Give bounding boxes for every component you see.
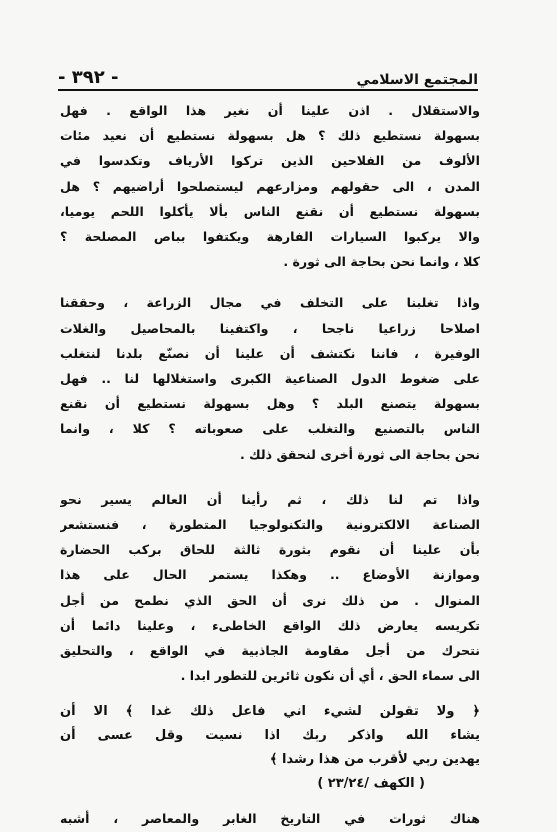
body-text <box>60 98 480 832</box>
text-line: كلا ، وانما نحن بحاجة الى ثورة . <box>283 254 480 270</box>
page-number: - ٣٩٢ - <box>58 67 119 88</box>
text-line: الوفيرة ، فاننا نكتشف أن علينا أن نصنّع بلدنا لنتغلب <box>60 345 480 361</box>
page-header <box>58 64 478 88</box>
quran-quote <box>60 700 480 796</box>
text-line: وموازنة الأوضاع .. وهكذا يستمر الحال على هذا <box>60 567 480 583</box>
text-line: واذا تم لنا ذلك ، ثم رأينا أن العالم يسير نحو <box>60 491 480 507</box>
text-line: تكريسه يعارض ذلك الواقع الخاطىء ، وعلينا دائما أن <box>60 617 480 633</box>
text-line: المدن ، الى حقولهم ومزارعهم ليستصلحوا أراضيهم ؟ هل <box>60 178 480 194</box>
closing-paragraph <box>60 806 480 831</box>
text-line: الألوف من الفلاحين الذين تركوا الأرياف وتكدسوا في <box>60 153 480 169</box>
running-title: المجتمع الاسلامي <box>356 72 478 88</box>
quote-line: يهدين ربي لأقرب من هذا رشدا ﴾ <box>269 752 480 768</box>
text-line: والا يركبوا السيارات الفارهة ويكتفوا بباص المصلحة ؟ <box>60 229 480 245</box>
text-line: نتحرك من أجل مقاومة الجاذبية في الواقع ، والتحليق <box>60 643 480 659</box>
quote-source: ( الكهف /٢٣/٢٤ ) <box>317 776 425 792</box>
paragraph-2 <box>60 290 480 466</box>
text-line: الصناعة الالكترونية والتكنولوجيا المتطورة ، فنستشعر <box>60 517 480 533</box>
paragraph-3 <box>60 487 480 689</box>
text-line: الناس بالتصنيع والتغلب على صعوباته ؟ كلا ، وانما <box>60 421 480 437</box>
text-line: بسهولة نستطيع أن نقنع الناس بألا يأكلوا اللحم يوميا، <box>60 203 480 219</box>
text-line: هناك ثورات في التاريخ الغابر والمعاصر ، أشبه <box>60 811 480 827</box>
text-line: بسهولة نستطيع ذلك ؟ هل بسهولة نستطيع أن نعيد مئات <box>60 128 480 144</box>
text-line: والاستقلال . اذن علينا أن نغير هذا الواقع . فهل <box>60 103 480 118</box>
text-line: نحن بحاجة الى ثورة أخرى لنحقق ذلك . <box>239 446 480 462</box>
text-line: بأن علينا أن نقوم بثورة ثالثة للحاق بركب الحضارة <box>60 542 480 558</box>
header-rule <box>58 89 478 91</box>
text-line: واذا تغلبنا على التخلف في مجال الزراعة ، وحققنا <box>60 295 480 311</box>
text-line: على ضغوط الدول الصناعية الكبرى واستغلالها لنا .. فهل <box>60 371 480 387</box>
text-line: اصلاحا زراعيا ناجحا ، واكتفينا بالمحاصيل والغلات <box>60 320 480 336</box>
quote-line: يشاء الله واذكر ربك اذا نسيت وقل عسى أن <box>60 728 480 744</box>
text-line: بسهولة يتصنع البلد ؟ وهل بسهولة نستطيع أن نقنع <box>60 396 480 412</box>
text-line: المنوال . من ذلك نرى أن الحق الذي نطمح من أجل <box>60 592 480 608</box>
paragraph-1 <box>60 98 480 274</box>
text-line: الى سماء الحق ، أي أن نكون ثائرين للتطور ابدا . <box>180 668 480 684</box>
quote-line: ﴿ ولا تقولن لشيء اني فاعل ذلك غدا ﴾ الا أن <box>60 704 480 720</box>
